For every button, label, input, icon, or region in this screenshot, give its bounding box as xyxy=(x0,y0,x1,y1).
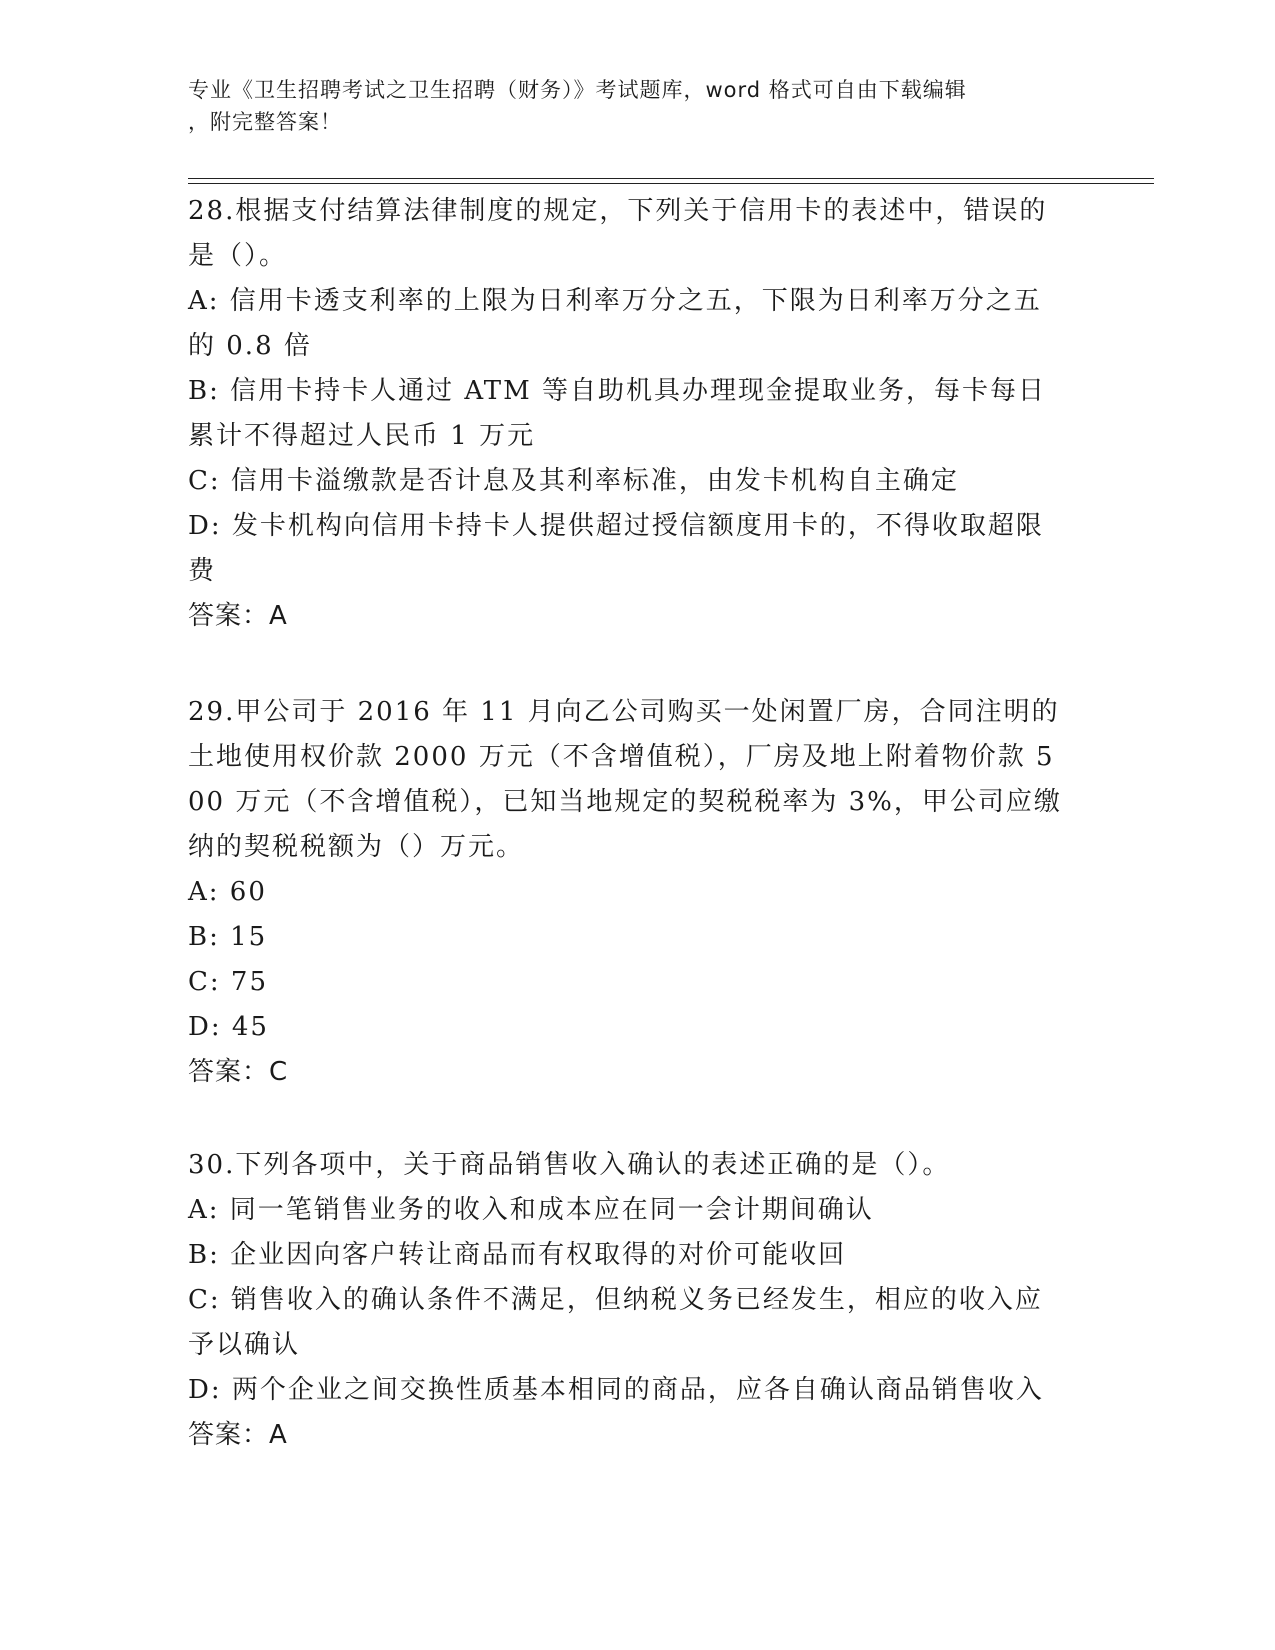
option-d: D: 两个企业之间交换性质基本相同的商品，应各自确认商品销售收入 xyxy=(188,1375,1044,1405)
option-d: D: 45 xyxy=(188,1012,269,1042)
question-stem: 29.甲公司于 2016 年 11 月向乙公司购买一处闲置厂房，合同注明的土地使用权价款 2000 万元（不含增值税），厂房及地上附着物价款 500 万元（不含增值税），已知当地规定的契税税率为 3%，甲公司应缴纳的契税税额为（）万元。 xyxy=(188,697,1062,862)
header-line-1: 专业《卫生招聘考试之卫生招聘（财务）》考试题库，word 格式可自由下载编辑 xyxy=(188,78,967,102)
question-stem: 28.根据支付结算法律制度的规定，下列关于信用卡的表述中，错误的是（）。 xyxy=(188,196,1048,271)
option-b: B: 企业因向客户转让商品而有权取得的对价可能收回 xyxy=(188,1240,847,1270)
header-rule-bottom xyxy=(188,183,1154,184)
header-line-2: ，附完整答案！ xyxy=(188,110,342,134)
question-28 xyxy=(188,189,1068,639)
option-c: C: 信用卡溢缴款是否计息及其利率标准，由发卡机构自主确定 xyxy=(188,466,959,496)
answer-label: 答案：A xyxy=(188,601,288,631)
option-b: B: 信用卡持卡人通过 ATM 等自助机具办理现金提取业务，每卡每日累计不得超过人民币 1 万元 xyxy=(188,376,1046,451)
header-rule-top xyxy=(188,178,1154,179)
option-a: A: 信用卡透支利率的上限为日利率万分之五，下限为日利率万分之五的 0.8 倍 xyxy=(188,286,1042,361)
option-c: C: 75 xyxy=(188,967,269,997)
question-29 xyxy=(188,690,1068,1095)
question-30 xyxy=(188,1143,1068,1458)
option-a: A: 60 xyxy=(188,877,267,907)
answer-label: 答案：A xyxy=(188,1420,288,1450)
question-stem: 30.下列各项中，关于商品销售收入确认的表述正确的是（）。 xyxy=(188,1150,951,1180)
document-header xyxy=(188,74,1088,138)
answer-label: 答案：C xyxy=(188,1057,289,1087)
option-b: B: 15 xyxy=(188,922,268,952)
option-a: A: 同一笔销售业务的收入和成本应在同一会计期间确认 xyxy=(188,1195,874,1225)
option-d: D: 发卡机构向信用卡持卡人提供超过授信额度用卡的，不得收取超限费 xyxy=(188,511,1044,586)
option-c: C: 销售收入的确认条件不满足，但纳税义务已经发生，相应的收入应予以确认 xyxy=(188,1285,1043,1360)
